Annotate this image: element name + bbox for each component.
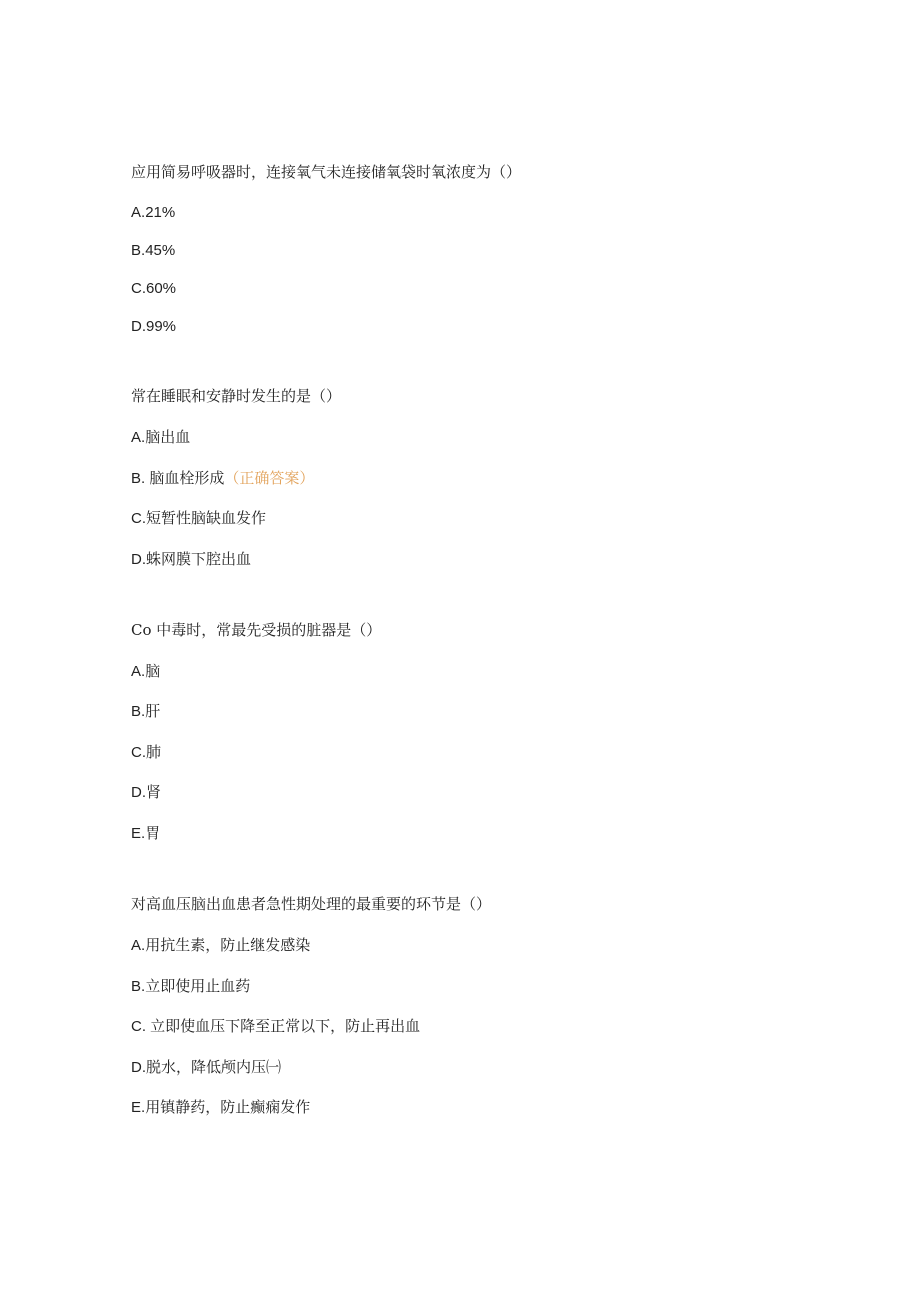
option-letter: C. xyxy=(131,744,146,761)
option-letter: B. xyxy=(131,470,150,487)
option-text: 胃 xyxy=(145,824,161,842)
question-1-option-d xyxy=(131,316,176,337)
option-text: 脱水，降低颅内压㈠ xyxy=(146,1058,282,1076)
question-3-option-e xyxy=(131,823,160,844)
question-2-option-c xyxy=(131,508,266,529)
question-4-option-a xyxy=(131,935,310,956)
option-text: 肝 xyxy=(145,702,161,720)
option-letter: E. xyxy=(131,1099,146,1116)
option-letter: A. xyxy=(131,204,146,221)
question-2-option-b xyxy=(131,468,314,489)
option-text: 99% xyxy=(146,318,177,335)
option-text: 脑血栓形成 xyxy=(149,469,225,487)
question-2-stem: 常在睡眠和安静时发生的是（） xyxy=(131,387,342,405)
option-text: 21% xyxy=(145,204,176,221)
question-1-option-a xyxy=(131,202,175,223)
option-text: 脑出血 xyxy=(145,428,191,446)
question-4-option-b xyxy=(131,976,250,997)
option-letter: C. xyxy=(131,280,146,297)
question-3-option-c xyxy=(131,742,161,763)
option-text: 脑 xyxy=(145,662,161,680)
correct-answer-badge: （正确答案） xyxy=(224,469,315,487)
question-3-stem: Co 中毒时，常最先受损的脏器是（） xyxy=(131,621,382,639)
option-text: 60% xyxy=(146,280,177,297)
option-letter: D. xyxy=(131,318,146,335)
option-letter: D. xyxy=(131,551,146,568)
option-text: 短暂性脑缺血发作 xyxy=(146,509,267,527)
question-1-stem: 应用简易呼吸器时，连接氧气未连接储氧袋时氧浓度为（） xyxy=(131,163,522,181)
option-letter: D. xyxy=(131,784,146,801)
option-text: 蛛网膜下腔出血 xyxy=(146,550,252,568)
option-text: 用镇静药，防止癫痫发作 xyxy=(145,1098,311,1116)
option-letter: C. xyxy=(131,510,146,527)
option-letter: A. xyxy=(131,937,146,954)
question-3-option-b xyxy=(131,701,160,722)
question-4-option-d xyxy=(131,1057,281,1078)
question-2-option-d xyxy=(131,549,251,570)
question-4-stem: 对高血压脑出血患者急性期处理的最重要的环节是（） xyxy=(131,895,492,913)
question-4-option-e xyxy=(131,1097,310,1118)
option-text: 45% xyxy=(145,242,176,259)
option-letter: C. xyxy=(131,1018,151,1035)
option-letter: B. xyxy=(131,978,146,995)
option-letter: B. xyxy=(131,703,146,720)
option-letter: A. xyxy=(131,663,146,680)
option-text: 肺 xyxy=(146,743,162,761)
option-letter: D. xyxy=(131,1059,146,1076)
option-text: 立即使用止血药 xyxy=(145,977,251,995)
question-1-option-c xyxy=(131,278,176,299)
question-1-option-b xyxy=(131,240,175,261)
question-3-option-a xyxy=(131,661,160,682)
option-letter: A. xyxy=(131,429,146,446)
option-text: 用抗生素，防止继发感染 xyxy=(145,936,311,954)
option-text: 肾 xyxy=(146,783,162,801)
question-2-option-a xyxy=(131,427,190,448)
option-text: 立即使血压下降至正常以下，防止再出血 xyxy=(150,1017,421,1035)
question-4-option-c xyxy=(131,1016,420,1037)
question-3-option-d xyxy=(131,782,161,803)
option-letter: B. xyxy=(131,242,146,259)
option-letter: E. xyxy=(131,825,146,842)
